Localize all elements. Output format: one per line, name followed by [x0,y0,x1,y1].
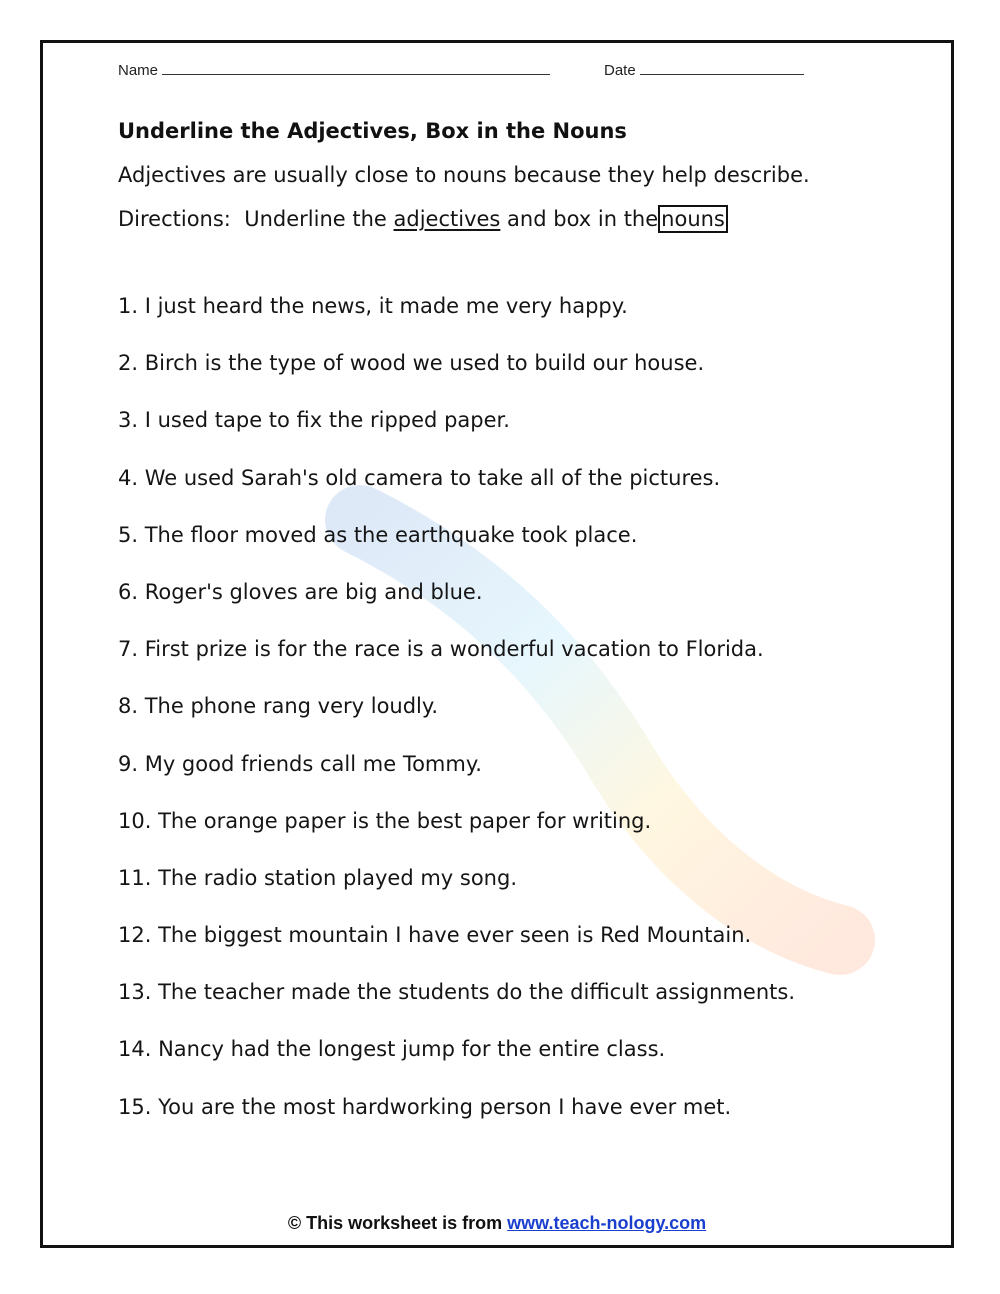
date-label: Date [604,62,636,79]
question-item: 13. The teacher made the students do the difficult assignments. [118,980,796,1005]
question-item: 3. I used tape to fix the ripped paper. [118,408,510,433]
question-item: 1. I just heard the news, it made me very happy. [118,294,628,318]
directions-boxed-word: nouns [658,205,728,233]
question-item: 9. My good friends call me Tommy. [118,751,482,776]
date-blank-line[interactable] [640,60,804,75]
footer [40,1213,954,1234]
intro-text: Adjectives are usually close to nouns because they help describe. [118,163,810,187]
worksheet-title: Underline the Adjectives, Box in the Nouns [118,119,627,143]
question-item: 14. Nancy had the longest jump for the entire class. [118,1037,666,1062]
question-item: 11. The radio station played my song. [118,865,517,890]
name-field[interactable] [118,60,550,79]
question-item: 4. We used Sarah's old camera to take all of the pictures. [118,465,721,490]
footer-link[interactable]: www.teach-nology.com [507,1213,707,1233]
question-item: 7. First prize is for the race is a wonderful vacation to Florida. [118,637,764,662]
directions-prefix: Directions: Underline the [118,207,394,231]
question-item: 2. Birch is the type of wood we used to build our house. [118,351,705,376]
footer-text: © This worksheet is from [287,1213,503,1233]
name-blank-line[interactable] [162,60,550,75]
question-item: 12. The biggest mountain I have ever seen is Red Mountain. [118,923,752,948]
date-field[interactable] [604,60,804,79]
directions-middle: and box in the [500,207,659,231]
directions-underlined-word: adjectives [393,207,501,231]
question-item: 6. Roger's gloves are big and blue. [118,579,483,604]
question-list [118,294,795,1152]
question-item: 10. The orange paper is the best paper for writing. [118,808,652,833]
directions-text [118,207,728,231]
name-label: Name [118,62,159,79]
question-item: 5. The floor moved as the earthquake took place. [118,522,638,547]
question-item: 8. The phone rang very loudly. [118,694,439,719]
question-item: 15. You are the most hardworking person I have ever met. [118,1094,732,1119]
